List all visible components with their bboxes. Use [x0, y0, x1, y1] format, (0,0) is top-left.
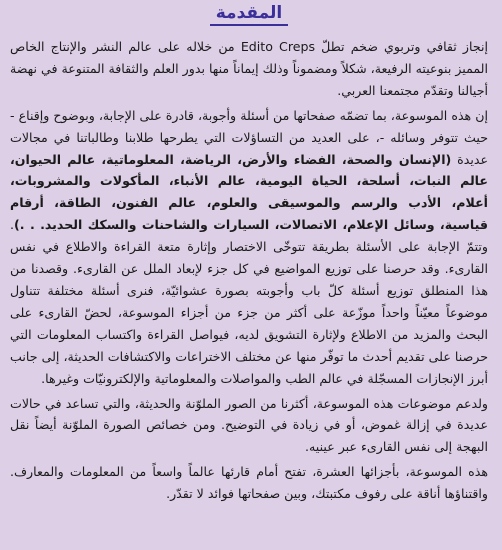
title-area: [10, 2, 488, 28]
paragraph-2: [10, 105, 488, 390]
page-title: المقدمة: [210, 2, 289, 26]
introduction-body: [10, 36, 488, 505]
paragraph-3: ولدعم موضوعات هذه الموسوعة، أكثرنا من الصور الملوّنة والحديثة، والتي تساعد في حالات عديدة في إزالة غموض، أو في زيادة في التوضيح. ومن خصائص الصورة الملوّنة أيضاً نقل البهجة إلى نفس القارىء عبر عينيه.: [10, 395, 488, 455]
paragraph-1: إنجاز ثقافي وتربوي ضخم تطلّ Edito Creps من خلاله على عالم النشر والإنتاج الخاص المميز بنوعيته الرفيعة، شكلاً ومضموناً وذلك إيماناً منها بدور العلم والثقافة المتنوعة في نهضة أجيالنا وتقدّم مجتمعنا العربي.: [10, 39, 488, 98]
paragraph-2-after: . وتتمّ الإجابة على الأسئلة بطريقة تتوخّى الاختصار وإثارة متعة القراءة والاطلاع في نفس القارىء. وقد حرصنا على توزيع المواضيع في كل جزء لإبعاد الملل عن القارىء. وقصدنا من هذا المنطلق توزيع أسئلة كلّ باب وأجوبته بصورة عشوائيّة، فنرى أسئلة مختلفة تتناول موضوعاً معيّناً واحداً موزّعة على أكثر من جزء من أجزاء الموسوعة، لحضّ القارىء على البحث والمزيد من الاطلاع ولإثارة التشويق لديه، فيواصل القراءة واكتساب المعلومات التي حرصنا على تقديم أحدث ما توفّر منها عن مختلف الاختراعات والاكتشافات الحديثة، إلى جانب أبرز الإنجازات المسجّلة في عالم الطب والمواصلات والمعلوماتية والإلكترونيّات وغيرها.: [10, 217, 488, 386]
paragraph-2-before: إن هذه الموسوعة، بما تضمّه صفحاتها من أسئلة وأجوبة، قادرة على الإجابة، وبوضوح وإقناع - حيث تتوفر وسائله -، على العديد من التساؤلات التي يطرحها طلابنا وطالباتنا في مجالات عديدة: [10, 107, 489, 167]
paragraph-4: هذه الموسوعة، بأجزائها العشرة، تفتح أمام قارئها عالماً واسعاً من المعلومات والمعارف. واقتناؤها أناقة على رفوف مكتبتك، وبين صفحاتها فوائد لا تقدّر.: [10, 464, 488, 502]
paragraph-2-categories: (الإنسان والصحة، الفضاء والأرض، الرياضة، المعلوماتية، عالم الحيوان، عالم النبات، أسلحة، الحياة اليومية، عالم الأنباء، المأكولات والمشروبات، أعلام، الأدب والرسم والموسيقى والعلوم، عالم الفنون، الطاقة، أرقام قياسية، وسائل الإعلام، الاتصالات، السيارات والشاحنات والسكك الحديد. . .): [10, 151, 488, 233]
